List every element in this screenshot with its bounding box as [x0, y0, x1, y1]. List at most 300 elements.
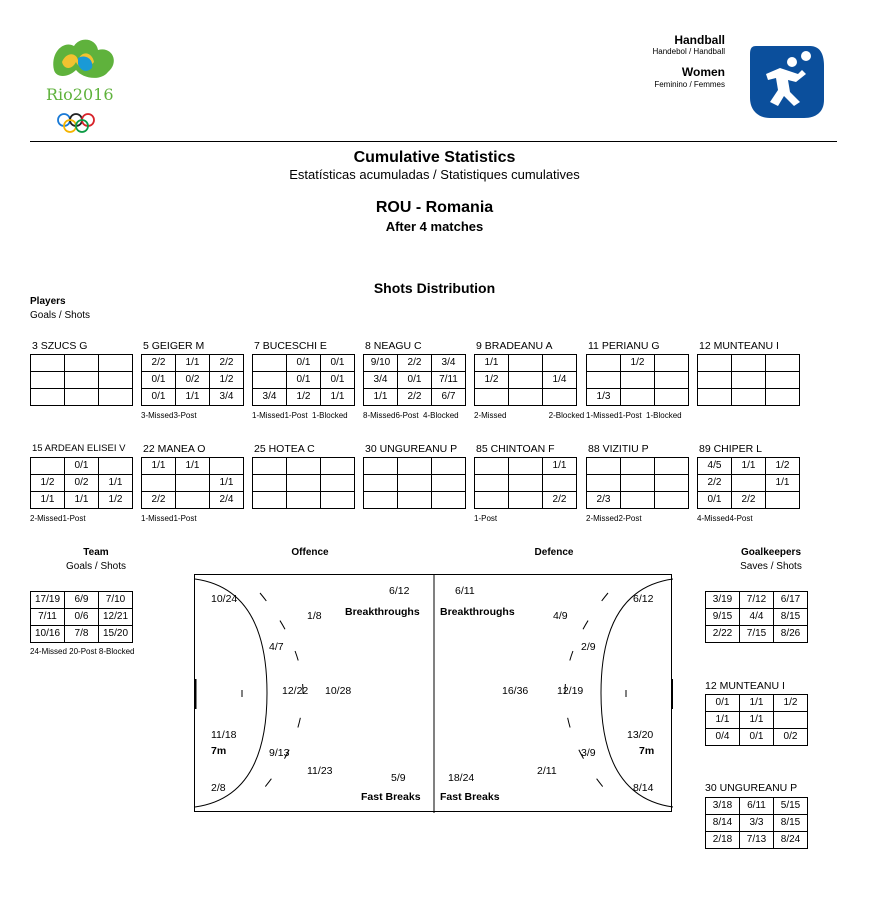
player-name: 15 ARDEAN ELISEI V — [32, 443, 126, 454]
offence-label: Offence — [291, 547, 329, 558]
grid-cell — [398, 458, 432, 475]
def-right-wing-top: 6/12 — [633, 593, 654, 605]
grid-cell: 1/3 — [587, 389, 621, 406]
grid-cell: 0/1 — [65, 458, 99, 475]
grid-row — [475, 389, 577, 406]
grid-cell — [475, 389, 509, 406]
player-shots-grid — [141, 354, 244, 406]
grid-cell: 1/1 — [321, 389, 355, 406]
grid-row — [253, 389, 355, 406]
grid-cell — [210, 458, 244, 475]
grid-cell — [287, 492, 321, 509]
grid-cell: 0/1 — [740, 729, 774, 746]
grid-cell: 0/1 — [321, 355, 355, 372]
header-rule — [30, 141, 837, 142]
handball-court — [194, 574, 672, 812]
grid-row — [698, 458, 800, 475]
player-stats: 1-Missed1-Post — [141, 514, 197, 523]
def-pivot-bottom: 3/9 — [581, 747, 596, 759]
sport-subtitle: Handebol / Handball — [652, 47, 725, 56]
player-shots-grid — [30, 354, 133, 406]
player-name: 8 NEAGU C — [365, 340, 422, 352]
grid-cell: 1/1 — [740, 695, 774, 712]
grid-cell — [621, 475, 655, 492]
grid-row — [364, 355, 466, 372]
grid-cell — [321, 458, 355, 475]
grid-row — [706, 609, 808, 626]
grid-cell — [253, 355, 287, 372]
grid-cell: 0/1 — [287, 355, 321, 372]
off-pivot-top: 4/7 — [269, 641, 284, 653]
grid-cell — [475, 492, 509, 509]
grid-cell — [655, 475, 689, 492]
player-stats: 2-Missed1-Post — [30, 514, 86, 523]
grid-cell: 2/18 — [706, 832, 740, 849]
grid-row — [706, 798, 808, 815]
off-back-bottom: 11/23 — [307, 765, 333, 777]
rio-wordmark: Rio2016 — [46, 85, 114, 104]
grid-cell: 2/2 — [398, 355, 432, 372]
grid-row — [31, 458, 133, 475]
off-fast-breaks-label: Fast Breaks — [361, 791, 421, 803]
grid-cell: 3/4 — [432, 355, 466, 372]
grid-cell: 0/2 — [65, 475, 99, 492]
gender-name: Women — [681, 65, 725, 79]
grid-cell: 7/15 — [740, 626, 774, 643]
grid-cell — [31, 458, 65, 475]
grid-cell: 2/2 — [732, 492, 766, 509]
grid-cell — [732, 475, 766, 492]
grid-cell: 6/7 — [432, 389, 466, 406]
goalkeepers-team-grid — [705, 591, 808, 643]
player-name: 89 CHIPER L — [699, 443, 763, 455]
def-7m-value: 13/20 — [627, 729, 654, 741]
grid-row — [142, 389, 244, 406]
grid-cell — [766, 355, 800, 372]
grid-cell: 1/1 — [65, 492, 99, 509]
def-back-right-top: 4/9 — [553, 610, 568, 622]
grid-cell — [432, 458, 466, 475]
grid-row — [253, 372, 355, 389]
grid-cell: 7/10 — [99, 592, 133, 609]
grid-row — [698, 355, 800, 372]
grid-cell — [655, 355, 689, 372]
off-pivot-center: 12/22 — [282, 685, 309, 697]
grid-cell — [587, 475, 621, 492]
grid-row — [475, 355, 577, 372]
grid-cell — [732, 389, 766, 406]
grid-cell: 0/2 — [176, 372, 210, 389]
grid-row — [253, 492, 355, 509]
grid-cell — [364, 458, 398, 475]
grid-cell: 0/1 — [698, 492, 732, 509]
grid-cell — [65, 372, 99, 389]
team-stats: 24-Missed 20-Post 8-Blocked — [30, 647, 135, 656]
gender-subtitle: Feminino / Femmes — [654, 80, 725, 89]
off-back-left-top: 1/8 — [307, 610, 322, 622]
grid-row — [706, 815, 808, 832]
def-fast-breaks-value: 18/24 — [448, 772, 475, 784]
player-stats: 3-Missed3-Post — [141, 411, 197, 420]
player-name: 7 BUCESCHI E — [254, 340, 327, 352]
grid-cell: 0/1 — [398, 372, 432, 389]
player-name: 30 UNGUREANU P — [365, 443, 458, 455]
player-name: 25 HOTEA C — [254, 443, 315, 455]
grid-cell: 8/15 — [774, 609, 808, 626]
grid-cell: 0/2 — [774, 729, 808, 746]
player-name: 88 VIZITIU P — [588, 443, 649, 455]
grid-cell: 8/14 — [706, 815, 740, 832]
grid-row — [142, 475, 244, 492]
grid-cell — [364, 475, 398, 492]
grid-cell: 1/1 — [740, 712, 774, 729]
goalkeepers-label: Goalkeepers — [740, 547, 802, 558]
grid-row — [364, 475, 466, 492]
player-stats: 1-Missed1-Post 1-Blocked — [252, 411, 348, 420]
matches-count: After 4 matches — [385, 219, 484, 234]
off-back-center: 10/28 — [325, 685, 352, 697]
grid-row — [706, 592, 808, 609]
grid-cell — [99, 372, 133, 389]
grid-cell — [99, 458, 133, 475]
grid-cell — [766, 372, 800, 389]
def-fast-breaks-label: Fast Breaks — [440, 791, 500, 803]
player-name: 12 MUNTEANU I — [699, 340, 779, 352]
grid-cell — [587, 458, 621, 475]
grid-cell: 0/1 — [142, 372, 176, 389]
grid-cell: 3/3 — [740, 815, 774, 832]
grid-cell: 3/19 — [706, 592, 740, 609]
off-pivot-bottom: 9/13 — [269, 747, 290, 759]
off-breakthroughs-value: 6/12 — [389, 585, 410, 597]
grid-cell — [99, 389, 133, 406]
grid-cell: 1/4 — [543, 372, 577, 389]
grid-cell: 2/4 — [210, 492, 244, 509]
goalkeeper-2-grid — [705, 797, 808, 849]
grid-cell: 0/1 — [321, 372, 355, 389]
grid-cell: 8/15 — [774, 815, 808, 832]
grid-cell — [364, 492, 398, 509]
grid-cell — [698, 355, 732, 372]
grid-cell — [698, 372, 732, 389]
grid-cell: 9/15 — [706, 609, 740, 626]
grid-cell: 0/6 — [65, 609, 99, 626]
player-stats: 1-Post — [474, 514, 498, 523]
grid-cell — [655, 458, 689, 475]
player-stats: 2-Missed 2-Blocked — [474, 411, 585, 420]
grid-cell: 2/2 — [698, 475, 732, 492]
grid-cell: 2/2 — [142, 355, 176, 372]
player-shots-grid — [697, 457, 800, 509]
grid-row — [587, 389, 689, 406]
grid-row — [31, 609, 133, 626]
grid-cell — [621, 389, 655, 406]
grid-cell: 7/8 — [65, 626, 99, 643]
grid-cell — [65, 355, 99, 372]
grid-cell: 15/20 — [99, 626, 133, 643]
off-breakthroughs-label: Breakthroughs — [345, 606, 420, 618]
grid-cell — [509, 355, 543, 372]
grid-cell: 12/21 — [99, 609, 133, 626]
grid-cell — [774, 712, 808, 729]
grid-cell — [142, 475, 176, 492]
grid-cell: 7/12 — [740, 592, 774, 609]
grid-row — [475, 372, 577, 389]
grid-cell: 7/11 — [31, 609, 65, 626]
grid-cell: 1/1 — [99, 475, 133, 492]
grid-row — [587, 475, 689, 492]
grid-cell: 1/2 — [31, 475, 65, 492]
grid-cell: 1/2 — [287, 389, 321, 406]
grid-row — [31, 389, 133, 406]
grid-row — [706, 832, 808, 849]
player-shots-grid — [474, 457, 577, 509]
grid-row — [364, 492, 466, 509]
grid-cell: 2/22 — [706, 626, 740, 643]
grid-cell: 1/1 — [475, 355, 509, 372]
grid-cell — [509, 475, 543, 492]
player-name: 5 GEIGER M — [143, 340, 205, 352]
grid-row — [31, 372, 133, 389]
player-stats: 4-Missed4-Post — [697, 514, 753, 523]
grid-row — [706, 626, 808, 643]
grid-cell: 1/1 — [210, 475, 244, 492]
grid-cell — [31, 389, 65, 406]
grid-cell: 1/1 — [732, 458, 766, 475]
grid-row — [475, 458, 577, 475]
off-7m-label: 7m — [211, 745, 227, 757]
section-title: Shots Distribution — [373, 280, 496, 296]
grid-cell — [655, 389, 689, 406]
players-sublabel: Goals / Shots — [30, 310, 91, 321]
grid-cell: 0/1 — [706, 695, 740, 712]
grid-cell: 1/1 — [176, 389, 210, 406]
grid-cell — [31, 355, 65, 372]
grid-row — [587, 355, 689, 372]
grid-cell — [655, 492, 689, 509]
grid-row — [706, 712, 808, 729]
player-shots-grid — [697, 354, 800, 406]
player-shots-grid — [586, 354, 689, 406]
grid-cell: 1/1 — [142, 458, 176, 475]
grid-row — [587, 372, 689, 389]
grid-cell: 2/2 — [543, 492, 577, 509]
grid-cell — [475, 458, 509, 475]
player-name: 9 BRADEANU A — [476, 340, 553, 352]
grid-cell: 0/1 — [287, 372, 321, 389]
grid-cell: 1/2 — [210, 372, 244, 389]
player-shots-grid — [363, 457, 466, 509]
team-sublabel: Goals / Shots — [65, 561, 127, 572]
team-title: ROU - Romania — [375, 199, 494, 216]
grid-row — [31, 492, 133, 509]
def-7m-label: 7m — [639, 745, 655, 757]
grid-cell — [621, 372, 655, 389]
grid-cell — [287, 458, 321, 475]
grid-row — [587, 492, 689, 509]
grid-row — [253, 355, 355, 372]
grid-row — [475, 492, 577, 509]
grid-cell — [766, 492, 800, 509]
grid-row — [142, 458, 244, 475]
grid-cell: 1/1 — [706, 712, 740, 729]
grid-cell — [621, 458, 655, 475]
grid-cell: 3/4 — [364, 372, 398, 389]
grid-cell: 5/15 — [774, 798, 808, 815]
grid-cell: 2/3 — [587, 492, 621, 509]
team-grid — [30, 591, 133, 643]
defence-label: Defence — [534, 547, 574, 558]
grid-cell — [99, 355, 133, 372]
goalkeepers-sublabel: Saves / Shots — [740, 561, 802, 572]
grid-cell — [253, 458, 287, 475]
grid-cell: 3/4 — [253, 389, 287, 406]
off-left-wing-top: 10/24 — [211, 593, 238, 605]
grid-cell: 8/24 — [774, 832, 808, 849]
player-shots-grid — [252, 354, 355, 406]
def-breakthroughs-label: Breakthroughs — [440, 606, 515, 618]
grid-row — [698, 389, 800, 406]
grid-cell: 4/4 — [740, 609, 774, 626]
grid-cell: 10/16 — [31, 626, 65, 643]
grid-cell — [543, 389, 577, 406]
player-shots-grid — [363, 354, 466, 406]
grid-row — [253, 458, 355, 475]
grid-cell: 1/2 — [475, 372, 509, 389]
off-fast-breaks-value: 5/9 — [391, 772, 406, 784]
grid-cell: 0/1 — [142, 389, 176, 406]
player-stats: 8-Missed6-Post 4-Blocked — [363, 411, 459, 420]
off-left-wing-bottom: 2/8 — [211, 782, 226, 794]
grid-cell — [509, 458, 543, 475]
grid-cell — [432, 475, 466, 492]
grid-row — [364, 389, 466, 406]
grid-cell — [587, 355, 621, 372]
grid-cell: 1/2 — [621, 355, 655, 372]
grid-cell — [587, 372, 621, 389]
grid-cell: 1/1 — [766, 475, 800, 492]
grid-cell — [176, 492, 210, 509]
grid-cell: 0/4 — [706, 729, 740, 746]
sport-name: Handball — [674, 33, 725, 47]
grid-cell — [253, 372, 287, 389]
grid-row — [31, 626, 133, 643]
grid-cell: 2/2 — [210, 355, 244, 372]
grid-cell: 7/11 — [432, 372, 466, 389]
grid-cell — [655, 372, 689, 389]
grid-cell — [475, 475, 509, 492]
grid-cell — [543, 475, 577, 492]
def-pivot-center: 12/19 — [557, 685, 584, 697]
grid-cell: 2/2 — [398, 389, 432, 406]
team-label: Team — [83, 547, 109, 558]
def-back-bottom: 2/11 — [537, 765, 557, 777]
grid-row — [142, 372, 244, 389]
grid-row — [698, 492, 800, 509]
grid-cell — [698, 389, 732, 406]
grid-cell: 17/19 — [31, 592, 65, 609]
grid-row — [253, 475, 355, 492]
grid-cell: 6/9 — [65, 592, 99, 609]
grid-cell — [509, 492, 543, 509]
def-breakthroughs-value: 6/11 — [455, 585, 475, 597]
grid-cell: 1/2 — [766, 458, 800, 475]
grid-cell: 9/10 — [364, 355, 398, 372]
grid-cell — [253, 492, 287, 509]
grid-cell: 7/13 — [740, 832, 774, 849]
off-7m-value: 11/18 — [211, 729, 237, 741]
grid-row — [587, 458, 689, 475]
grid-cell — [65, 389, 99, 406]
grid-cell: 2/2 — [142, 492, 176, 509]
grid-cell — [509, 389, 543, 406]
grid-row — [706, 729, 808, 746]
player-shots-grid — [30, 457, 133, 509]
grid-cell — [432, 492, 466, 509]
grid-row — [364, 372, 466, 389]
grid-cell — [321, 492, 355, 509]
player-name: 85 CHINTOAN F — [476, 443, 555, 455]
grid-row — [31, 592, 133, 609]
player-stats: 1-Missed1-Post 1-Blocked — [586, 411, 682, 420]
player-name: 11 PERIANU G — [588, 340, 660, 352]
grid-row — [31, 355, 133, 372]
grid-cell — [321, 475, 355, 492]
grid-cell: 1/1 — [364, 389, 398, 406]
grid-cell: 1/2 — [774, 695, 808, 712]
handball-pictogram-icon — [748, 40, 826, 120]
grid-row — [142, 355, 244, 372]
grid-row — [31, 475, 133, 492]
grid-row — [475, 475, 577, 492]
player-shots-grid — [252, 457, 355, 509]
grid-cell — [398, 492, 432, 509]
grid-cell: 1/1 — [31, 492, 65, 509]
players-label: Players — [30, 296, 66, 307]
grid-cell — [766, 389, 800, 406]
grid-cell: 1/2 — [99, 492, 133, 509]
rio2016-logo — [42, 32, 127, 137]
player-name: 3 SZUCS G — [32, 340, 88, 352]
grid-row — [142, 492, 244, 509]
player-shots-grid — [586, 457, 689, 509]
grid-cell: 3/18 — [706, 798, 740, 815]
player-name: 22 MANEA O — [143, 443, 206, 455]
grid-cell: 3/4 — [210, 389, 244, 406]
grid-cell — [287, 475, 321, 492]
grid-cell — [732, 372, 766, 389]
player-shots-grid — [474, 354, 577, 406]
page-title: Cumulative Statistics — [353, 149, 516, 166]
grid-cell: 1/1 — [543, 458, 577, 475]
grid-cell — [509, 372, 543, 389]
def-right-wing-bottom: 8/14 — [633, 782, 654, 794]
grid-row — [698, 475, 800, 492]
grid-cell — [253, 475, 287, 492]
grid-cell: 6/17 — [774, 592, 808, 609]
goalkeeper-2-name: 30 UNGUREANU P — [705, 782, 798, 794]
player-stats: 2-Missed2-Post — [586, 514, 642, 523]
court-lines — [195, 575, 673, 813]
goalkeeper-1-name: 12 MUNTEANU I — [705, 680, 785, 692]
grid-cell: 6/11 — [740, 798, 774, 815]
grid-cell — [621, 492, 655, 509]
grid-cell — [732, 355, 766, 372]
grid-cell — [176, 475, 210, 492]
def-back-center: 16/36 — [502, 685, 529, 697]
goalkeeper-1-grid — [705, 694, 808, 746]
grid-cell — [543, 355, 577, 372]
